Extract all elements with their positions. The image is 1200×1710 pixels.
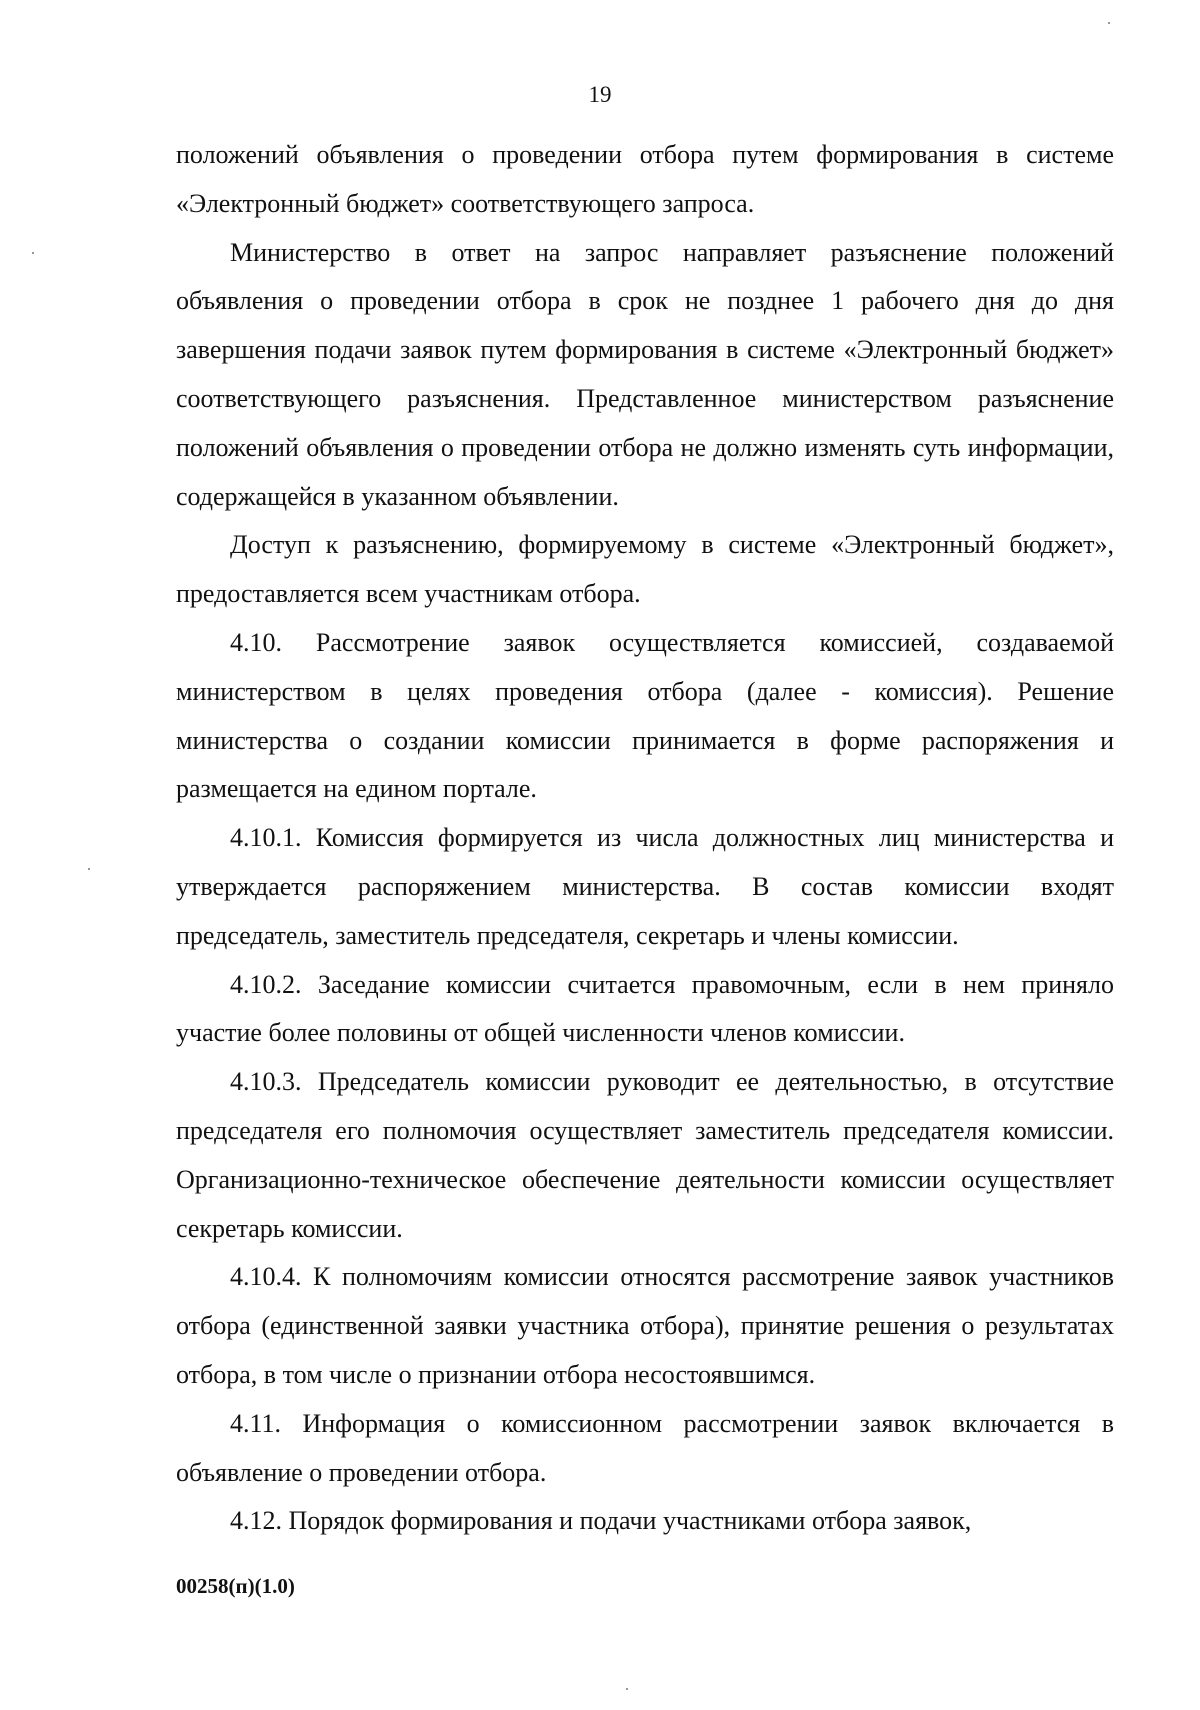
scan-speck bbox=[88, 868, 90, 870]
paragraph-4-10-1: 4.10.1. Комиссия формируется из числа должностных лиц министерства и утверждается распоряжением министерства. В состав комиссии входят председатель, заместитель председателя, секретарь и члены комиссии. bbox=[176, 823, 1114, 950]
page-number: 19 bbox=[588, 82, 612, 107]
scan-speck bbox=[1108, 22, 1110, 24]
scan-speck bbox=[32, 252, 34, 254]
paragraph-continuation: положений объявления о проведении отбора путем формирования в системе «Электронный бюджет» соответствующего запроса. bbox=[176, 140, 1114, 218]
paragraph-4-10: 4.10. Рассмотрение заявок осуществляется комиссией, создаваемой министерством в целях проведения отбора (далее - комиссия). Решение министерства о создании комиссии принимается в форме распоряжения и размещается на едином портале. bbox=[176, 627, 1114, 804]
paragraph-4-10-4: 4.10.4. К полномочиям комиссии относятся рассмотрение заявок участников отбора (единственной заявки участника отбора), принятие решения о результатах отбора, в том числе о признании отбора несостоявшимся. bbox=[176, 1262, 1114, 1389]
document-body bbox=[176, 131, 1114, 1546]
paragraph-4-11: 4.11. Информация о комиссионном рассмотрении заявок включается в объявление о проведении отбора. bbox=[176, 1408, 1114, 1487]
document-code: 00258(п)(1.0) bbox=[176, 1574, 295, 1598]
paragraph-4-10-3: 4.10.3. Председатель комиссии руководит ее деятельностью, в отсутствие председателя его полномочия осуществляет заместитель председателя комиссии. Организационно-техническое обеспечение деятельности комиссии осуществляет секретарь комиссии. bbox=[176, 1067, 1114, 1243]
paragraph-4-10-2: 4.10.2. Заседание комиссии считается правомочным, если в нем приняло участие более половины от общей численности членов комиссии. bbox=[176, 969, 1114, 1048]
paragraph-4-12: 4.12. Порядок формирования и подачи участниками отбора заявок, bbox=[230, 1506, 972, 1536]
scan-speck bbox=[626, 1688, 628, 1690]
paragraph-ministry-response: Министерство в ответ на запрос направляет разъяснение положений объявления о проведении отбора в срок не позднее 1 рабочего дня до дня завершения подачи заявок путем формирования в системе «Электронный бюджет» соответствующего разъяснения. Представленное министерством разъяснение положений объявления о проведении отбора не должно изменять суть информации, содержащейся в указанном объявлении. bbox=[176, 237, 1114, 511]
paragraph-access: Доступ к разъяснению, формируемому в системе «Электронный бюджет», предоставляется всем участникам отбора. bbox=[176, 530, 1114, 609]
